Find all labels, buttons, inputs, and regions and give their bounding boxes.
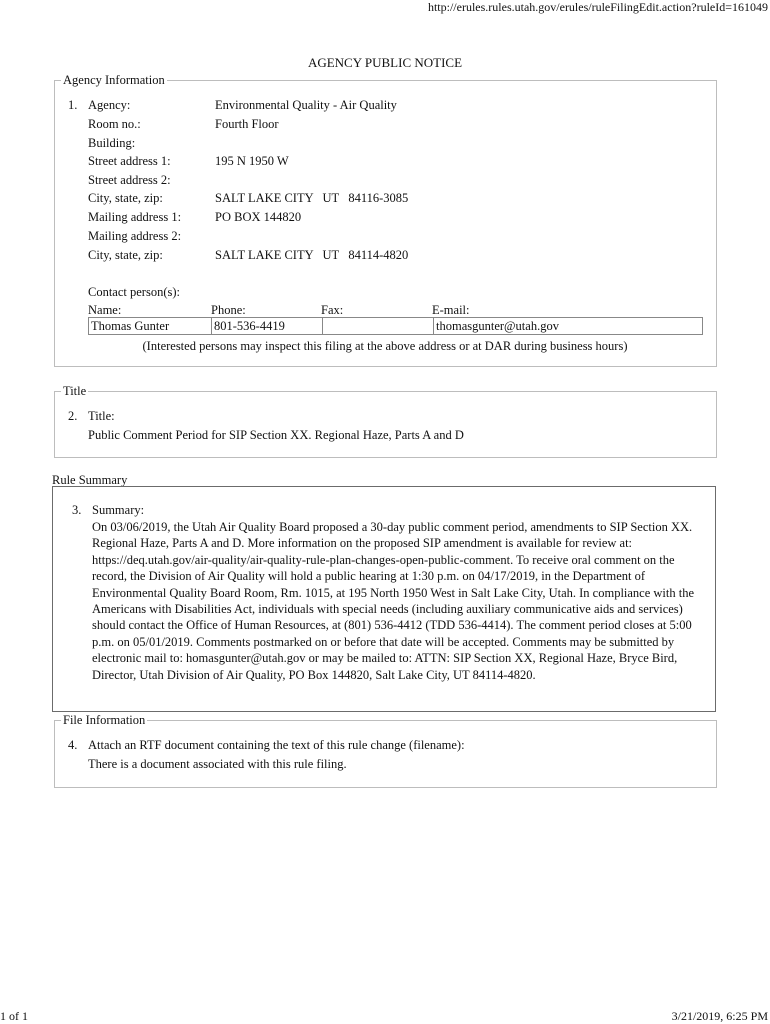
room-value: Fourth Floor <box>215 117 279 131</box>
city-state-zip-label: City, state, zip: <box>88 191 163 205</box>
agency-item-number: 1. <box>68 98 78 112</box>
mailing-address-2-label: Mailing address 2: <box>88 229 182 243</box>
contact-phone: 801-536-4419 <box>212 318 323 335</box>
contact-table <box>88 317 703 335</box>
contact-fax <box>323 318 434 335</box>
contact-phone-header: Phone: <box>211 303 246 317</box>
agency-information-legend: Agency Information <box>63 73 165 87</box>
summary-text: On 03/06/2019, the Utah Air Quality Board proposed a 30-day public comment period, amendments to SIP Section XX. Regional Haze, Parts A and D. More information on the proposed SIP amendment is available for review at: https://deq.utah.gov/air-quality/air-quality-rule-plan-changes-open-public-comment. To receive oral comment on the record, the Division of Air Quality will hold a public hearing at 1:30 p.m. on 04/17/2019, in the Department of Environmental Quality Board Room, Rm. 1015, at 195 North 1950 West in Salt Lake City, Utah. In compliance with the Americans with Disabilities Act, individuals with special needs (including auxiliary communicative aids and services) should contact the Office of Human Resources, at (801) 536-4412 (TDD 536-4414). The comment period closes at 5:00 p.m. on 05/01/2019. Comments postmarked on or before that date will be accepted. Comments may be submitted by electronic mail to: homasgunter@utah.gov or may be mailed to: ATTN: SIP Section XX, Regional Haze, Bryce Bird, Director, Utah Division of Air Quality, PO Box 144820, Salt Lake City, UT 84114-4820. <box>92 520 695 682</box>
city-state-zip-value: SALT LAKE CITY UT 84116-3085 <box>215 191 409 205</box>
agency-label: Agency: <box>88 98 131 112</box>
contact-name: Thomas Gunter <box>89 318 212 335</box>
title-legend: Title <box>63 384 87 398</box>
street-address-1-value: 195 N 1950 W <box>215 154 289 168</box>
building-label: Building: <box>88 136 136 150</box>
title-value: Public Comment Period for SIP Section XX. Regional Haze, Parts A and D <box>88 428 464 442</box>
file-label: Attach an RTF document containing the text of this rule change (filename): <box>88 738 465 752</box>
summary-item-number: 3. <box>72 503 82 517</box>
room-label: Room no.: <box>88 117 141 131</box>
contact-fax-header: Fax: <box>321 303 344 317</box>
file-value: There is a document associated with this rule filing. <box>88 757 347 771</box>
title-section <box>54 384 717 458</box>
page-number: 1 of 1 <box>0 1009 28 1023</box>
contact-name-header: Name: <box>88 303 122 317</box>
file-information-legend: File Information <box>63 713 146 727</box>
mailing-city-state-zip-value: SALT LAKE CITY UT 84114-4820 <box>215 248 409 262</box>
inspection-note: (Interested persons may inspect this filing at the above address or at DAR during business hours) <box>142 339 628 353</box>
print-timestamp: 3/21/2019, 6:25 PM <box>671 1009 768 1023</box>
page-title: AGENCY PUBLIC NOTICE <box>307 55 463 70</box>
table-row <box>89 318 703 335</box>
contact-heading: Contact person(s): <box>88 285 180 299</box>
mailing-address-1-value: PO BOX 144820 <box>215 210 302 224</box>
file-item-number: 4. <box>68 738 78 752</box>
contact-email: thomasgunter@utah.gov <box>434 318 703 335</box>
mailing-city-state-zip-label: City, state, zip: <box>88 248 163 262</box>
street-address-2-label: Street address 2: <box>88 173 171 187</box>
mailing-address-1-label: Mailing address 1: <box>88 210 182 224</box>
street-address-1-label: Street address 1: <box>88 154 171 168</box>
title-label: Title: <box>88 409 115 423</box>
summary-label: Summary: <box>92 503 145 517</box>
rule-summary-heading: Rule Summary <box>52 473 128 487</box>
title-item-number: 2. <box>68 409 78 423</box>
page-url: http://erules.rules.utah.gov/erules/ruleFilingEdit.action?ruleId=161049 <box>427 0 768 14</box>
contact-email-header: E-mail: <box>432 303 470 317</box>
agency-value: Environmental Quality - Air Quality <box>215 98 397 112</box>
